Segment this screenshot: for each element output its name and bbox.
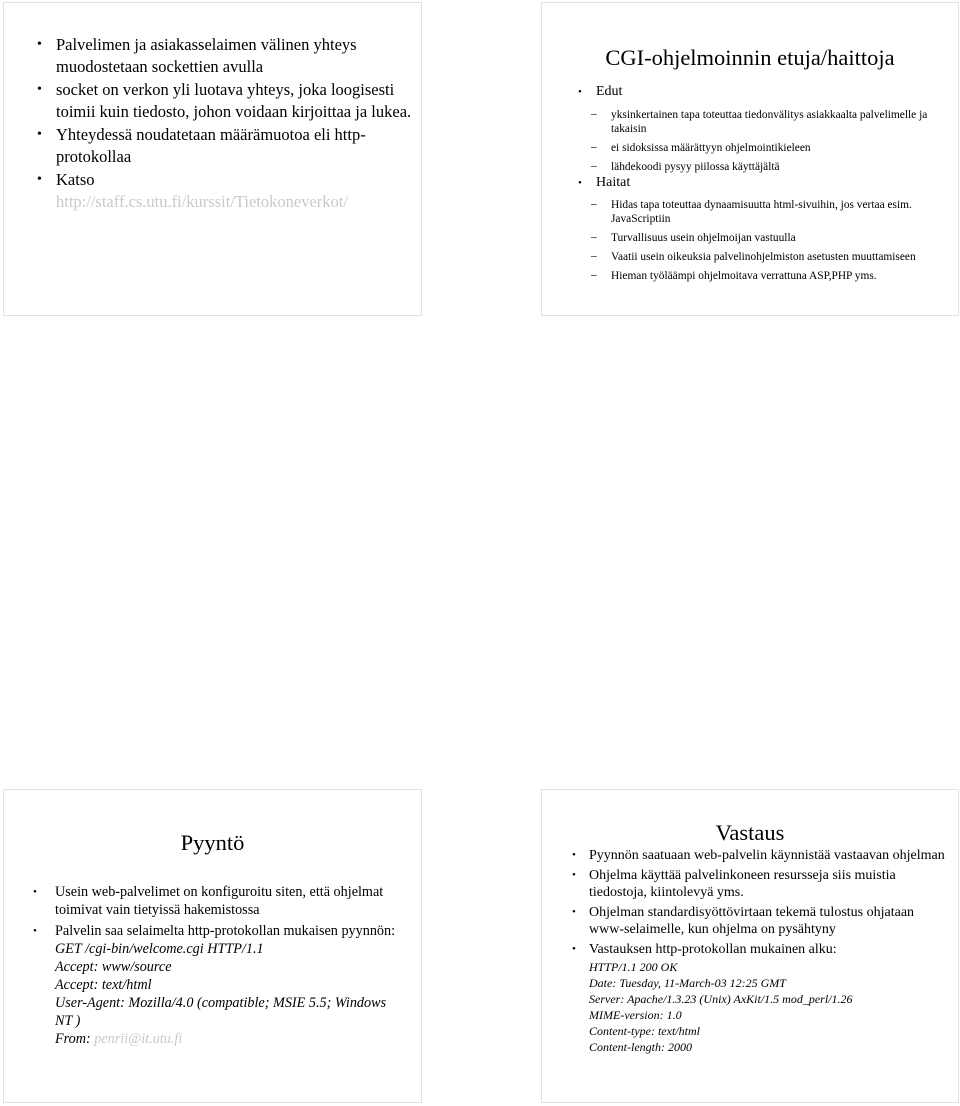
list-item: • Ohjelma käyttää palvelinkoneen resursseja siis muistia tiedostoja, kiintolevyä yms. — [572, 867, 896, 900]
dash-icon: – — [591, 198, 597, 210]
bullet-icon: • — [572, 868, 576, 881]
list-item: – Turvallisuus usein ohjelmoijan vastuulla — [591, 231, 796, 244]
dash-icon: – — [591, 269, 597, 281]
slide-title: Vastaus — [715, 820, 785, 845]
response-line: Content-length: 2000 — [589, 1040, 692, 1054]
list-item: • Usein web-palvelimet on konfiguroitu siten, että ohjelmat toimivat vain tietyissä hakemistossa — [33, 884, 384, 918]
katso-label: Katso — [56, 170, 95, 189]
bullet-icon: • — [572, 942, 576, 955]
cons-group — [578, 174, 948, 283]
list-item: • Palvelin saa selaimelta http-protokollan mukaisen pyynnön: GET /cgi-bin/welcome.cgi HTTP/1.1 Accept: www/source Accept: text/html User-Agent: Mozilla/4.0 (compatible; MSIE 5.5; Windows NT ) From: penrii@it.utu.fi — [29, 922, 401, 1048]
response-example — [589, 959, 948, 1055]
slide-request — [3, 789, 422, 1103]
bullet-icon: • — [33, 886, 37, 898]
slide-response — [541, 789, 959, 1103]
bullet-list — [34, 34, 413, 214]
response-line: HTTP/1.1 200 OK — [589, 960, 678, 974]
list-item: • Pyynnön saatuaan web-palvelin käynnistää vastaavan ohjelman — [572, 848, 945, 863]
response-line: Date: Tuesday, 11-March-03 12:25 GMT — [589, 976, 786, 990]
dash-icon: – — [591, 250, 597, 262]
request-line: Accept: www/source — [55, 959, 172, 975]
bullet-icon: • — [33, 925, 37, 937]
list-item: – Vaatii usein oikeuksia palvelinohjelmiston asetusten muuttamiseen — [591, 250, 916, 263]
list-item: • Yhteydessä noudatetaan määrämuotoa eli http-protokollaa — [37, 125, 366, 166]
list-item: • Vastauksen http-protokollan mukainen alku: HTTP/1.1 200 OK Date: Tuesday, 11-March-03 12:25 GMT Server: Apache/1.3.23 (Unix) AxKit/1.5 mod_perl/1.26 MIME-version: 1.0 Content-type: text/html Content-length: 2000 — [572, 941, 948, 1056]
from-email[interactable]: penrii@it.utu.fi — [94, 1031, 183, 1047]
list-item: – ei sidoksissa määrättyyn ohjelmointikieleen — [591, 141, 811, 154]
bullet-list — [29, 883, 401, 1051]
slide-sockets — [3, 2, 422, 316]
bullet-icon: • — [572, 849, 576, 861]
bullet-icon: • — [578, 86, 582, 98]
response-line: Content-type: text/html — [589, 1024, 700, 1038]
list-item: – Hieman työläämpi ohjelmoitava verrattuna ASP,PHP yms. — [591, 269, 877, 282]
from-label: From: — [55, 1031, 91, 1047]
list-item: • Palvelimen ja asiakasselaimen välinen yhteys muodostetaan sockettien avulla — [37, 35, 357, 76]
slide-title: CGI-ohjelmoinnin etuja/haittoja — [605, 45, 895, 70]
request-line: GET /cgi-bin/welcome.cgi HTTP/1.1 — [55, 941, 264, 957]
response-line: MIME-version: 1.0 — [589, 1008, 682, 1022]
list-item — [34, 169, 413, 213]
bullet-icon: • — [572, 905, 576, 918]
list-item: • Ohjelman standardisyöttövirtaan tekemä tulostus ohjataan www-selaimelle, kun ohjelma on pysähtyny — [572, 904, 915, 937]
pros-group — [578, 83, 948, 174]
bullet-icon: • — [37, 127, 42, 142]
request-line — [55, 1030, 401, 1048]
dash-icon: – — [591, 231, 597, 243]
list-item: – Hidas tapa toteuttaa dynaamisuutta html-sivuihin, jos vertaa esim. JavaScriptiin — [591, 198, 912, 225]
bullet-list — [572, 847, 948, 1057]
response-line: Server: Apache/1.3.23 (Unix) AxKit/1.5 mod_perl/1.26 — [589, 992, 853, 1006]
dash-icon: – — [591, 160, 597, 172]
bullet-icon: • — [37, 172, 42, 187]
dash-icon: – — [591, 141, 597, 153]
list-item: • socket on verkon yli luotava yhteys, joka loogisesti toimii kuin tiedosto, johon voidaan kirjoittaa ja lukea. — [37, 80, 412, 121]
request-line: User-Agent: Mozilla/4.0 (compatible; MSIE 5.5; Windows NT ) — [55, 995, 387, 1029]
pros-heading: • Edut — [578, 84, 623, 99]
bullet-icon: • — [37, 37, 42, 52]
cons-heading: • Haitat — [578, 175, 631, 190]
list-item: – yksinkertainen tapa toteuttaa tiedonvälitys asiakkaalta palvelimelle ja takaisin — [591, 108, 928, 135]
course-link[interactable]: http://staff.cs.utu.fi/kurssit/Tietokoneverkot/ — [56, 192, 348, 211]
dash-icon: – — [591, 108, 597, 120]
request-example — [55, 940, 401, 1048]
bullet-icon: • — [578, 177, 582, 189]
bullet-icon: • — [37, 82, 42, 97]
slide-cgi-pros-cons — [541, 2, 959, 316]
request-line: Accept: text/html — [55, 977, 152, 993]
list-item: – lähdekoodi pysyy piilossa käyttäjältä — [591, 160, 780, 173]
slide-title: Pyyntö — [180, 830, 245, 855]
